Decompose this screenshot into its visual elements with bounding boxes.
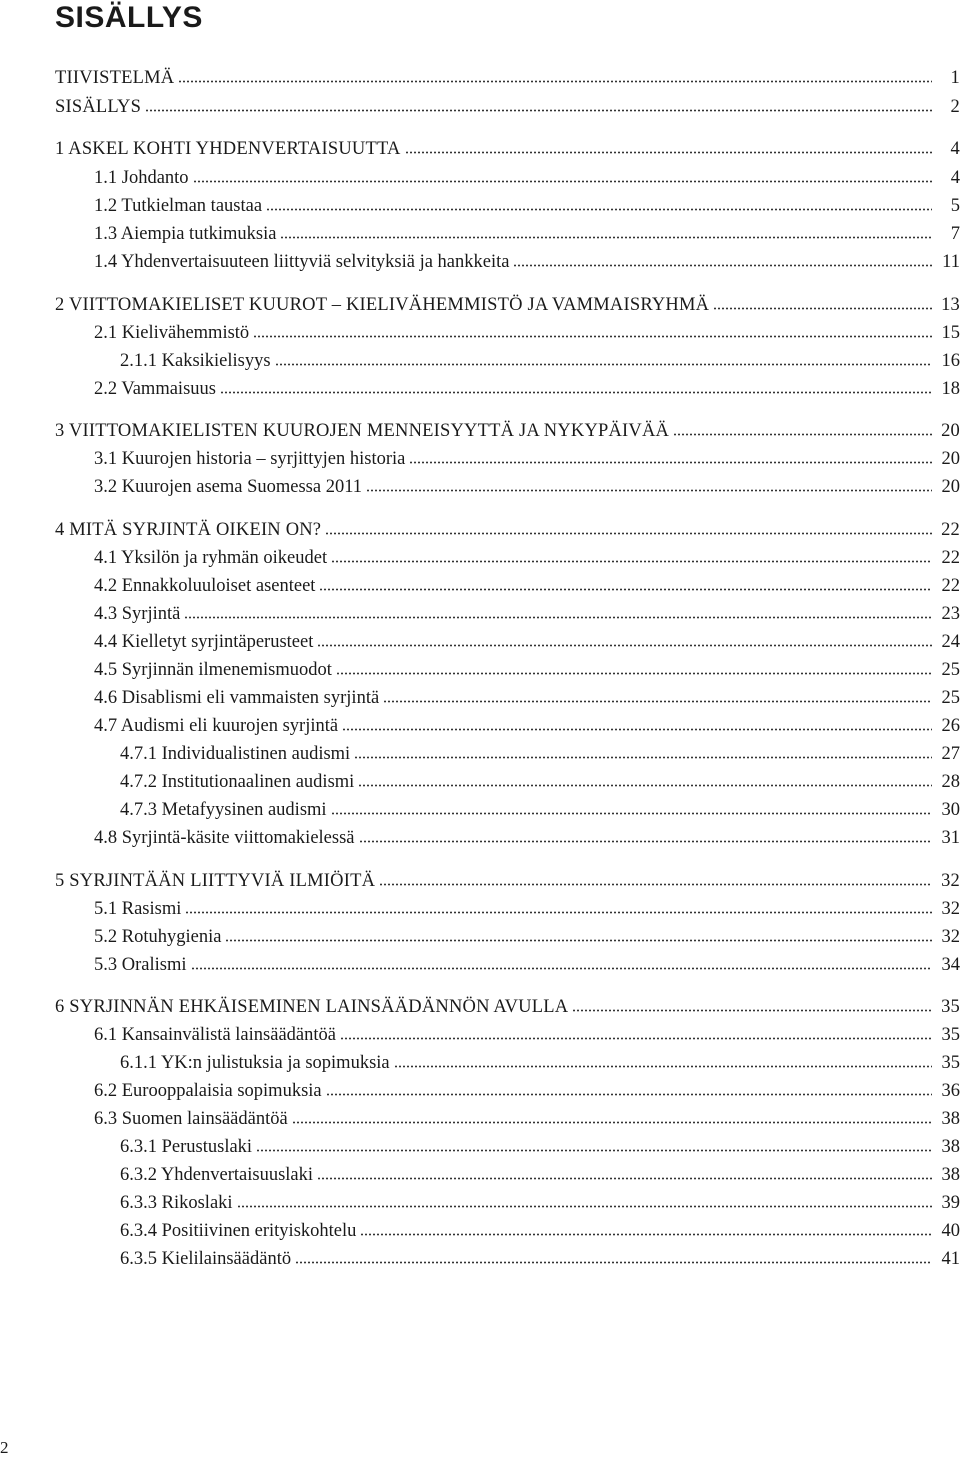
dot-leader (354, 754, 932, 760)
toc-entry-page-number: 20 (941, 477, 960, 497)
toc-entry-label: 4.7.1 Individualistinen audismi (120, 743, 354, 765)
dot-leader (266, 206, 932, 212)
toc-entry[interactable] (94, 247, 960, 273)
toc-entry-page-number: 38 (941, 1165, 960, 1185)
toc-entry[interactable] (94, 1020, 960, 1046)
toc-entry-label: 4.7.2 Institutionaalinen audismi (120, 771, 358, 793)
toc-entry-label: 6.3.2 Yhdenvertaisuuslaki (120, 1164, 317, 1186)
toc-entry-label: 1 ASKEL KOHTI YHDENVERTAISUUTTA (55, 138, 405, 160)
toc-entry-page-number: 38 (941, 1137, 960, 1157)
toc-entry[interactable] (94, 627, 960, 653)
dot-leader (326, 1091, 932, 1097)
toc-entry[interactable] (94, 1104, 960, 1130)
toc-entry-label: 5 SYRJINTÄÄN LIITTYVIÄ ILMIÖITÄ (55, 870, 379, 892)
toc-entry[interactable] (94, 922, 960, 948)
toc-entry-label: 6.3.5 Kielilainsäädäntö (120, 1248, 295, 1270)
toc-entry[interactable] (94, 711, 960, 737)
toc-entry-label: 1.1 Johdanto (94, 167, 193, 189)
dot-leader (178, 78, 932, 84)
dot-leader (184, 614, 932, 620)
dot-leader (331, 558, 932, 564)
dot-leader (358, 782, 932, 788)
toc-entry-label: 4 MITÄ SYRJINTÄ OIKEIN ON? (55, 519, 325, 541)
dot-leader (342, 726, 932, 732)
dot-leader (319, 586, 932, 592)
toc-entry-label: 4.7.3 Metafyysinen audismi (120, 799, 331, 821)
dot-leader (295, 1259, 932, 1265)
toc-entry-page-number: 41 (941, 1249, 960, 1269)
toc-entry[interactable] (55, 866, 960, 892)
dot-leader (145, 107, 932, 113)
toc-entry-label: 5.2 Rotuhygienia (94, 926, 225, 948)
toc-entry-label: 4.6 Disablismi eli vammaisten syrjintä (94, 687, 383, 709)
toc-entry-label: 6.3.3 Rikoslaki (120, 1192, 237, 1214)
toc-entry-label: 3.2 Kuurojen asema Suomessa 2011 (94, 476, 366, 498)
toc-entry[interactable] (120, 346, 960, 372)
toc-entry-label: 6.1.1 YK:n julistuksia ja sopimuksia (120, 1052, 394, 1074)
dot-leader (405, 149, 932, 155)
toc-entry-page-number: 1 (950, 68, 960, 88)
dot-leader (359, 838, 933, 844)
dot-leader (383, 698, 932, 704)
toc-entry-page-number: 30 (941, 800, 960, 820)
dot-leader (336, 670, 932, 676)
dot-leader (513, 262, 932, 268)
toc-entry[interactable] (120, 1160, 960, 1186)
toc-entry-label: 5.1 Rasismi (94, 898, 185, 920)
toc-entry[interactable] (94, 374, 960, 400)
toc-entry-page-number: 35 (941, 997, 960, 1017)
toc-entry-page-number: 27 (941, 744, 960, 764)
toc-entry[interactable] (55, 134, 960, 160)
toc-entry-page-number: 36 (941, 1081, 960, 1101)
dot-leader (409, 459, 932, 465)
toc-entry[interactable] (120, 767, 960, 793)
dot-leader (280, 234, 932, 240)
toc-entry[interactable] (120, 1132, 960, 1158)
toc-entry-page-number: 22 (941, 548, 960, 568)
toc-entry[interactable] (120, 795, 960, 821)
toc-entry-label: 1.3 Aiempia tutkimuksia (94, 223, 280, 245)
toc-entry-label: 4.7 Audismi eli kuurojen syrjintä (94, 715, 342, 737)
footer-page-number: 2 (0, 1438, 9, 1457)
toc-entry-page-number: 13 (941, 295, 960, 315)
dot-leader (394, 1063, 932, 1069)
toc-entry[interactable] (94, 1076, 960, 1102)
dot-leader (379, 881, 932, 887)
toc-entry-page-number: 25 (941, 660, 960, 680)
toc-entry-page-number: 4 (950, 168, 960, 188)
toc-entry-page-number: 39 (941, 1193, 960, 1213)
dot-leader (220, 389, 932, 395)
toc-entry-page-number: 24 (941, 632, 960, 652)
page-title: SISÄLLYS (55, 1, 203, 34)
dot-leader (340, 1035, 932, 1041)
toc-entry[interactable] (94, 543, 960, 569)
toc-entry[interactable] (94, 163, 960, 189)
toc-entry[interactable] (94, 683, 960, 709)
toc-entry-label: 6 SYRJINNÄN EHKÄISEMINEN LAINSÄÄDÄNNÖN AVULLA (55, 996, 572, 1018)
toc-entry-page-number: 15 (941, 323, 960, 343)
toc-entry-page-number: 31 (941, 828, 960, 848)
toc-entry-label: 4.2 Ennakkoluuloiset asenteet (94, 575, 319, 597)
dot-leader (317, 1175, 932, 1181)
toc-entry-label: 6.3.4 Positiivinen erityiskohtelu (120, 1220, 360, 1242)
toc-entry-label: 5.3 Oralismi (94, 954, 191, 976)
toc-entry-label: 6.2 Eurooppalaisia sopimuksia (94, 1080, 326, 1102)
dot-leader (713, 305, 932, 311)
toc-entry-page-number: 32 (941, 871, 960, 891)
dot-leader (256, 1147, 932, 1153)
toc-entry-label: 2.1 Kielivähemmistö (94, 322, 253, 344)
toc-entry-page-number: 38 (941, 1109, 960, 1129)
dot-leader (185, 909, 932, 915)
toc-entry-page-number: 25 (941, 688, 960, 708)
toc-entry-page-number: 28 (941, 772, 960, 792)
dot-leader (366, 487, 932, 493)
toc-entry[interactable] (55, 992, 960, 1018)
toc-entry-page-number: 22 (941, 576, 960, 596)
toc-entry-label: 4.4 Kielletyt syrjintäperusteet (94, 631, 317, 653)
toc-entry-page-number: 20 (941, 421, 960, 441)
toc-entry-label: 4.3 Syrjintä (94, 603, 184, 625)
toc-entry[interactable] (94, 191, 960, 217)
toc-entry-page-number: 22 (941, 520, 960, 540)
toc-entry[interactable] (94, 823, 960, 849)
toc-entry[interactable] (55, 63, 960, 89)
dot-leader (275, 361, 932, 367)
toc-entry-page-number: 32 (941, 927, 960, 947)
toc-entry-label: 6.3 Suomen lainsäädäntöä (94, 1108, 292, 1130)
toc-entry-label: TIIVISTELMÄ (55, 67, 178, 89)
toc-entry[interactable] (94, 472, 960, 498)
toc-entry-label: 3 VIITTOMAKIELISTEN KUUROJEN MENNEISYYTTÄ JA NYKYPÄIVÄÄ (55, 420, 673, 442)
toc-entry[interactable] (120, 1244, 960, 1270)
toc-entry[interactable] (120, 1048, 960, 1074)
toc-entry-label: 3.1 Kuurojen historia – syrjittyjen historia (94, 448, 409, 470)
toc-entry[interactable] (55, 416, 960, 442)
toc-entry-label: 4.1 Yksilön ja ryhmän oikeudet (94, 547, 331, 569)
toc-entry[interactable] (94, 571, 960, 597)
toc-entry-page-number: 23 (941, 604, 960, 624)
toc-entry-page-number: 20 (941, 449, 960, 469)
toc-entry-page-number: 35 (941, 1025, 960, 1045)
toc-entry-page-number: 7 (950, 224, 960, 244)
toc-entry[interactable] (94, 655, 960, 681)
toc-entry-label: 6.3.1 Perustuslaki (120, 1136, 256, 1158)
dot-leader (331, 810, 932, 816)
toc-entry-label: 1.2 Tutkielman taustaa (94, 195, 266, 217)
toc-entry[interactable] (94, 950, 960, 976)
toc-entry-page-number: 5 (950, 196, 960, 216)
toc-entry[interactable] (55, 92, 960, 118)
toc-entry-label: 2.1.1 Kaksikielisyys (120, 350, 275, 372)
toc-entry[interactable] (94, 219, 960, 245)
toc-entry-label: 6.1 Kansainvälistä lainsäädäntöä (94, 1024, 340, 1046)
toc-entry-label: 2.2 Vammaisuus (94, 378, 220, 400)
dot-leader (191, 965, 933, 971)
toc-entry[interactable] (120, 1188, 960, 1214)
dot-leader (673, 431, 932, 437)
toc-entry[interactable] (94, 318, 960, 344)
dot-leader (292, 1119, 932, 1125)
toc-entry[interactable] (94, 894, 960, 920)
dot-leader (325, 530, 932, 536)
toc-entry[interactable] (55, 515, 960, 541)
toc-entry[interactable] (94, 444, 960, 470)
toc-entry[interactable] (94, 599, 960, 625)
toc-entry-page-number: 2 (950, 97, 960, 117)
toc-entry-label: 2 VIITTOMAKIELISET KUUROT – KIELIVÄHEMMISTÖ JA VAMMAISRYHMÄ (55, 294, 713, 316)
toc-entry-label: 4.5 Syrjinnän ilmenemismuodot (94, 659, 336, 681)
toc-entry-page-number: 32 (941, 899, 960, 919)
toc-entry-page-number: 34 (941, 955, 960, 975)
dot-leader (237, 1203, 932, 1209)
toc-entry-page-number: 35 (941, 1053, 960, 1073)
toc-entry-page-number: 4 (950, 139, 960, 159)
dot-leader (193, 178, 932, 184)
dot-leader (253, 333, 932, 339)
toc-entry-page-number: 26 (941, 716, 960, 736)
toc-entry-page-number: 18 (941, 379, 960, 399)
toc-entry-label: 1.4 Yhdenvertaisuuteen liittyviä selvityksiä ja hankkeita (94, 251, 513, 273)
toc-entry-page-number: 40 (941, 1221, 960, 1241)
dot-leader (317, 642, 932, 648)
dot-leader (572, 1007, 932, 1013)
dot-leader (360, 1231, 932, 1237)
toc-entry[interactable] (120, 1216, 960, 1242)
toc-entry[interactable] (55, 290, 960, 316)
toc-entry-page-number: 11 (942, 252, 960, 272)
toc-entry[interactable] (120, 739, 960, 765)
toc-entry-label: SISÄLLYS (55, 96, 145, 118)
toc-entry-label: 4.8 Syrjintä-käsite viittomakielessä (94, 827, 359, 849)
dot-leader (225, 937, 932, 943)
toc-entry-page-number: 16 (941, 351, 960, 371)
